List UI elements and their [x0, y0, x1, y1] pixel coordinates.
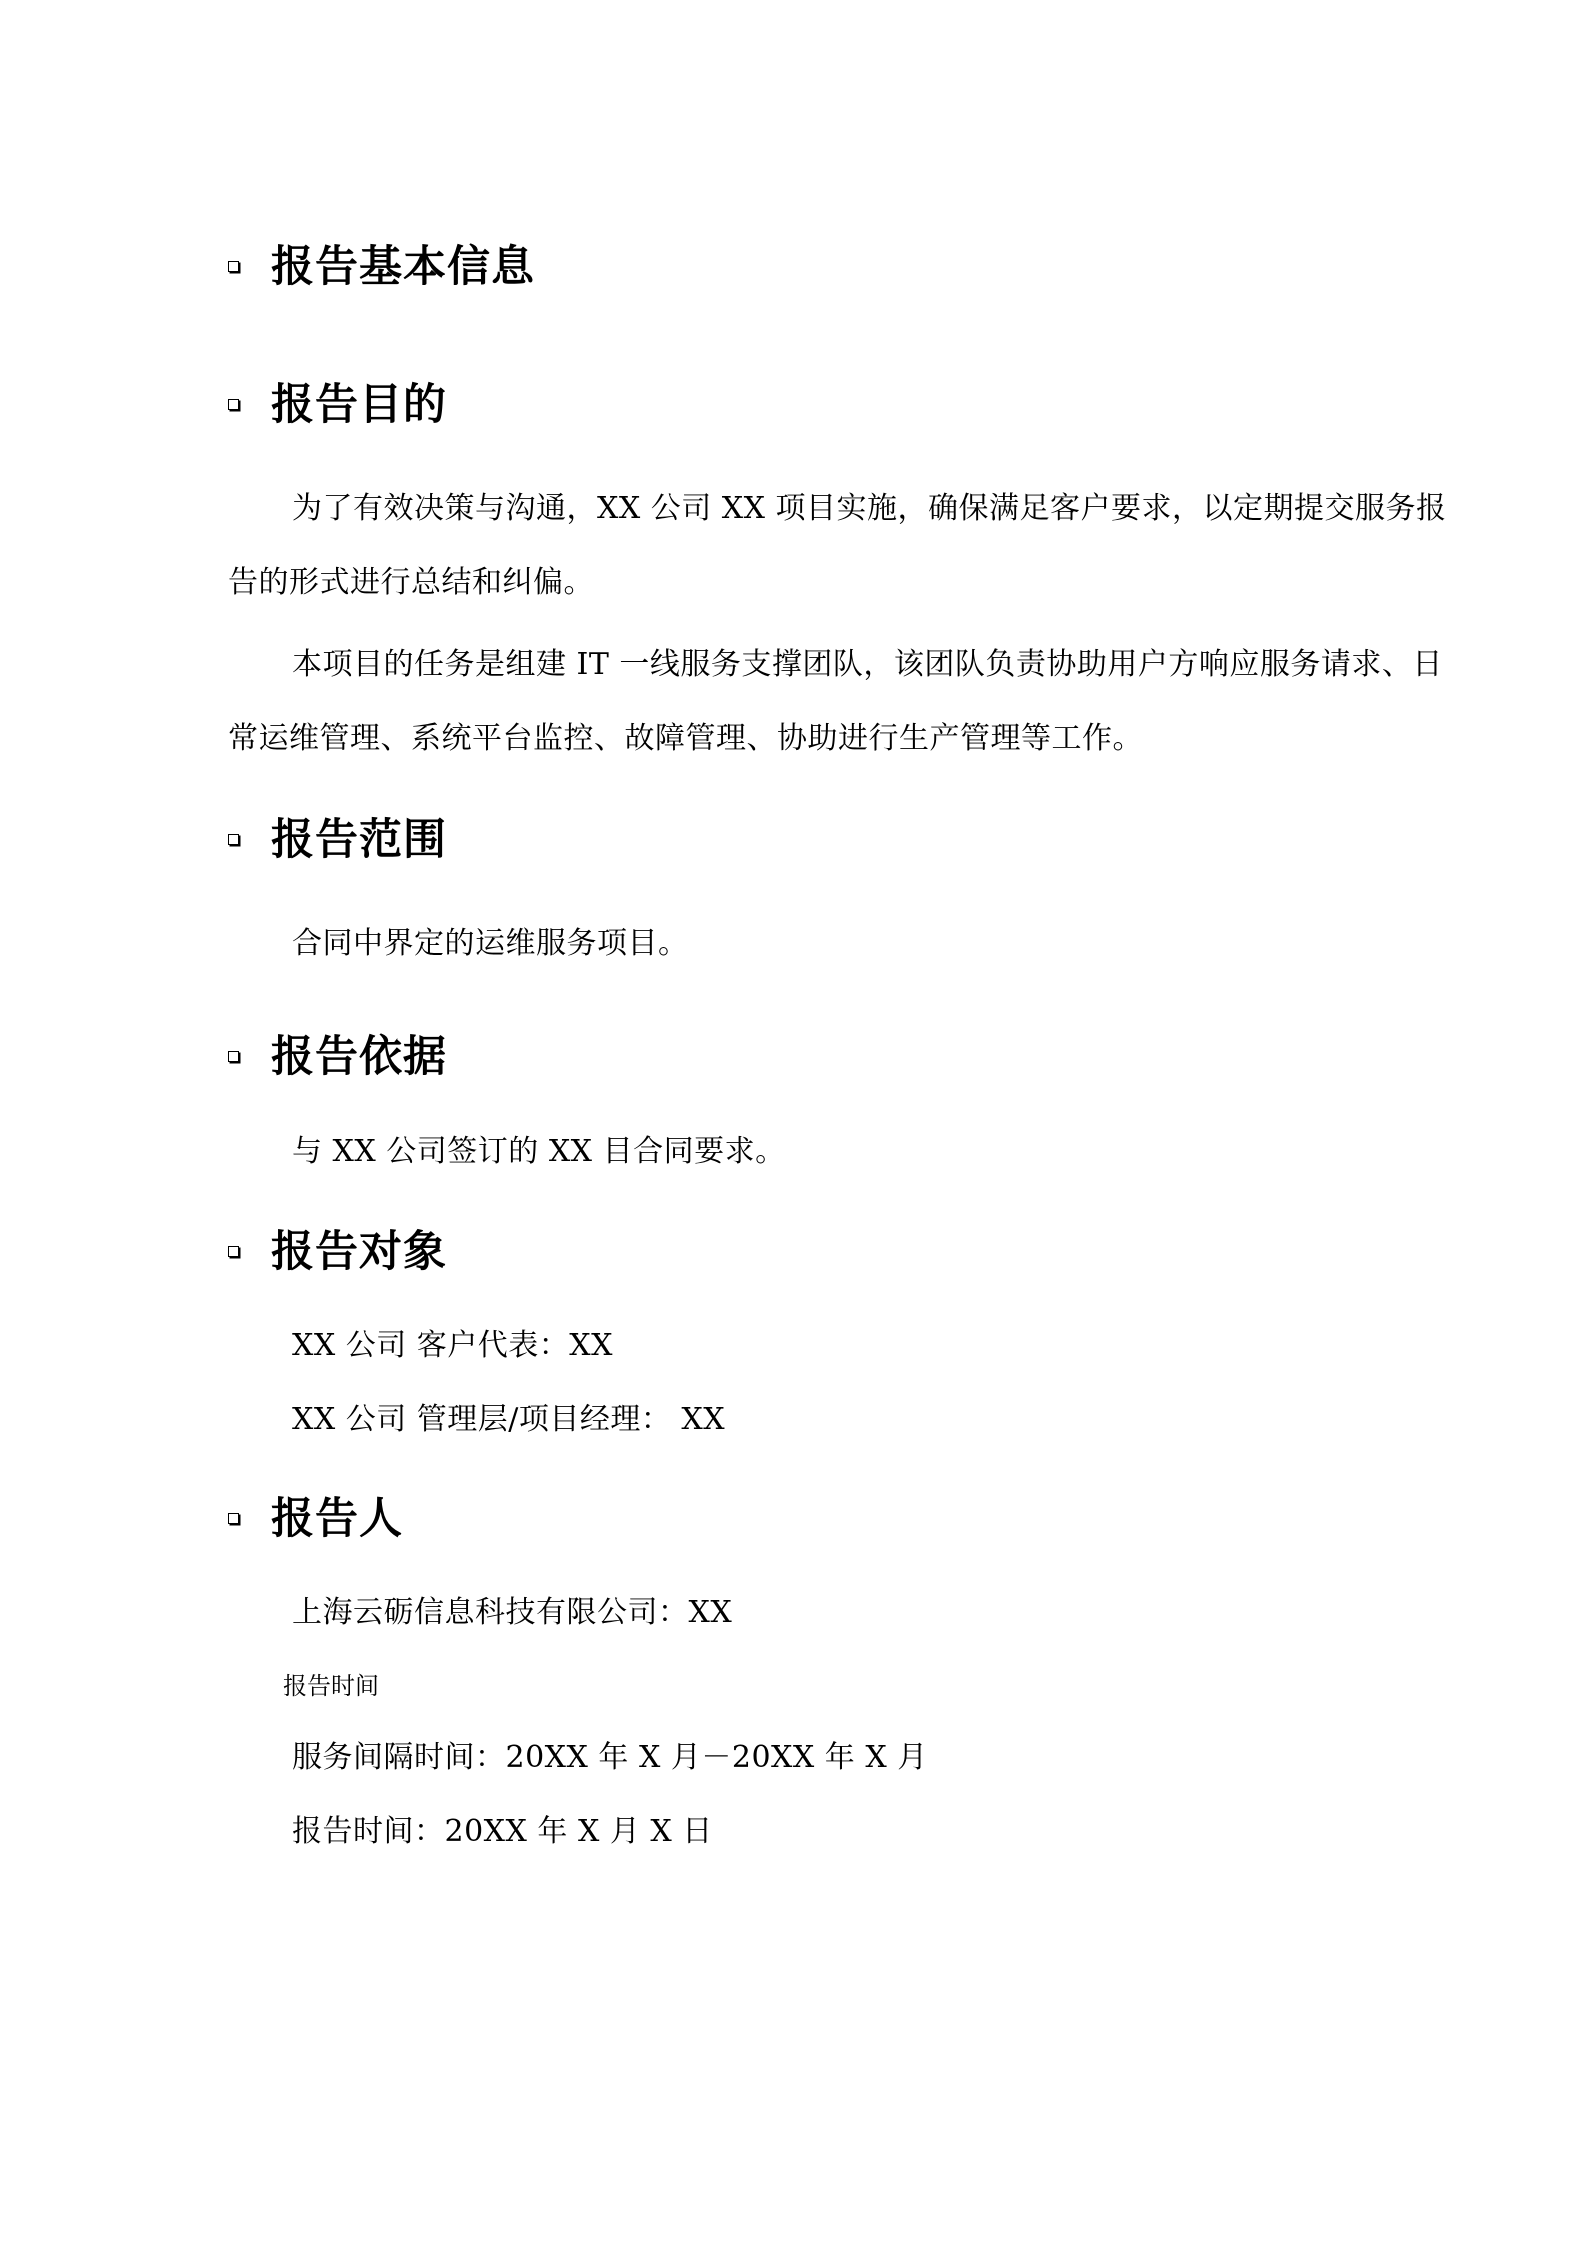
heading-text: 报告依据	[271, 1031, 447, 1082]
purpose-paragraph-1: 为了有效决策与沟通，XX 公司 XX 项目实施，确保满足客户要求，以定期提交服务报告的形式进行总结和纠偏。	[228, 491, 1447, 600]
section-heading-reporter	[228, 1480, 403, 1550]
square-bullet-icon	[228, 834, 239, 845]
heading-text: 报告人	[271, 1493, 403, 1544]
square-bullet-icon	[228, 261, 239, 272]
square-bullet-icon	[228, 1051, 239, 1062]
audience-line-manager: XX 公司 管理层/项目经理： XX	[292, 1402, 726, 1437]
report-date: 报告时间：20XX 年 X 月 X 日	[292, 1814, 713, 1849]
section-heading-purpose	[228, 366, 447, 436]
heading-text: 报告目的	[271, 379, 447, 430]
heading-text: 报告对象	[271, 1226, 447, 1277]
square-bullet-icon	[228, 1513, 239, 1524]
scope-text: 合同中界定的运维服务项目。	[292, 926, 689, 961]
service-interval: 服务间隔时间：20XX 年 X 月－20XX 年 X 月	[292, 1740, 928, 1775]
purpose-paragraph-2: 本项目的任务是组建 IT 一线服务支撑团队，该团队负责协助用户方响应服务请求、日常运维管理、系统平台监控、故障管理、协助进行生产管理等工作。	[228, 647, 1443, 756]
heading-text: 报告基本信息	[271, 241, 535, 292]
section-heading-audience	[228, 1213, 447, 1283]
reporter-company: 上海云砺信息科技有限公司：XX	[292, 1595, 733, 1630]
section-heading-basic-info	[228, 228, 535, 298]
report-time-label: 报告时间	[283, 1672, 379, 1700]
audience-line-client: XX 公司 客户代表：XX	[292, 1328, 614, 1363]
square-bullet-icon	[228, 1246, 239, 1257]
square-bullet-icon	[228, 399, 239, 410]
section-heading-basis	[228, 1018, 447, 1088]
basis-text: 与 XX 公司签订的 XX 目合同要求。	[292, 1134, 786, 1169]
section-heading-scope	[228, 801, 447, 871]
heading-text: 报告范围	[271, 814, 447, 865]
